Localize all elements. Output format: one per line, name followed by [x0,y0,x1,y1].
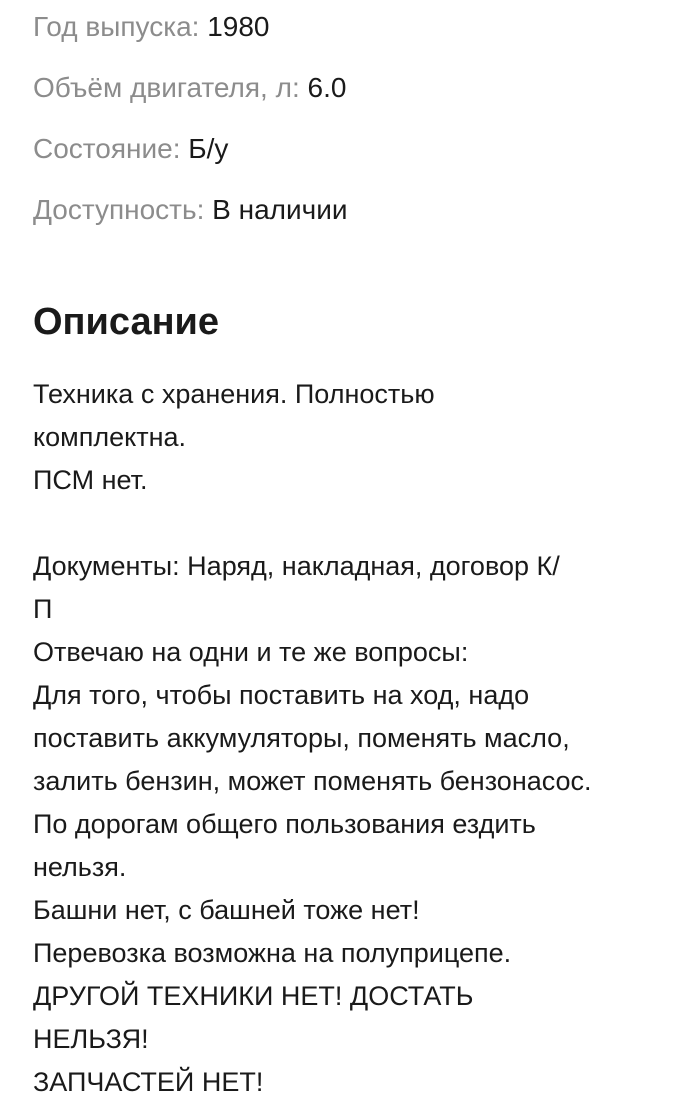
description-line: Башни нет, с башней тоже нет! [33,895,420,925]
spec-row-year [33,8,348,69]
description-text [33,373,678,1104]
description-line: Техника с хранения. Полностью [33,379,435,409]
description-line: Перевозка возможна на полуприцепе. [33,938,512,968]
description-blank-line [33,502,678,545]
spec-label-engine-volume: Объём двигателя, л: [33,72,300,103]
description-line: поставить аккумуляторы, поменять масло, [33,723,570,753]
description-line: ЗАПЧАСТЕЙ НЕТ! [33,1067,264,1097]
spec-row-availability [33,191,348,252]
spec-list [33,8,348,252]
spec-label-availability: Доступность: [33,194,205,225]
spec-row-engine-volume [33,69,348,130]
description-line: комплектна. [33,422,186,452]
description-line: нельзя. [33,852,127,882]
description-line: залить бензин, может поменять бензонасос. [33,766,592,796]
spec-value-year: 1980 [207,11,270,42]
description-line: ДРУГОЙ ТЕХНИКИ НЕТ! ДОСТАТЬ [33,981,474,1011]
description-line: ПСМ нет. [33,465,148,495]
description-line: П [33,594,53,624]
spec-value-availability: В наличии [212,194,348,225]
description-line: Для того, чтобы поставить на ход, надо [33,680,530,710]
spec-label-condition: Состояние: [33,133,181,164]
description-line: По дорогам общего пользования ездить [33,809,536,839]
description-line: Отвечаю на одни и те же вопросы: [33,637,469,667]
spec-row-condition [33,130,348,191]
description-line: Документы: Наряд, накладная, договор К/ [33,551,560,581]
description-line: НЕЛЬЗЯ! [33,1024,149,1054]
description-title: Описание [33,301,220,343]
spec-value-engine-volume: 6.0 [307,72,347,103]
spec-value-condition: Б/у [188,133,229,164]
spec-label-year: Год выпуска: [33,11,200,42]
